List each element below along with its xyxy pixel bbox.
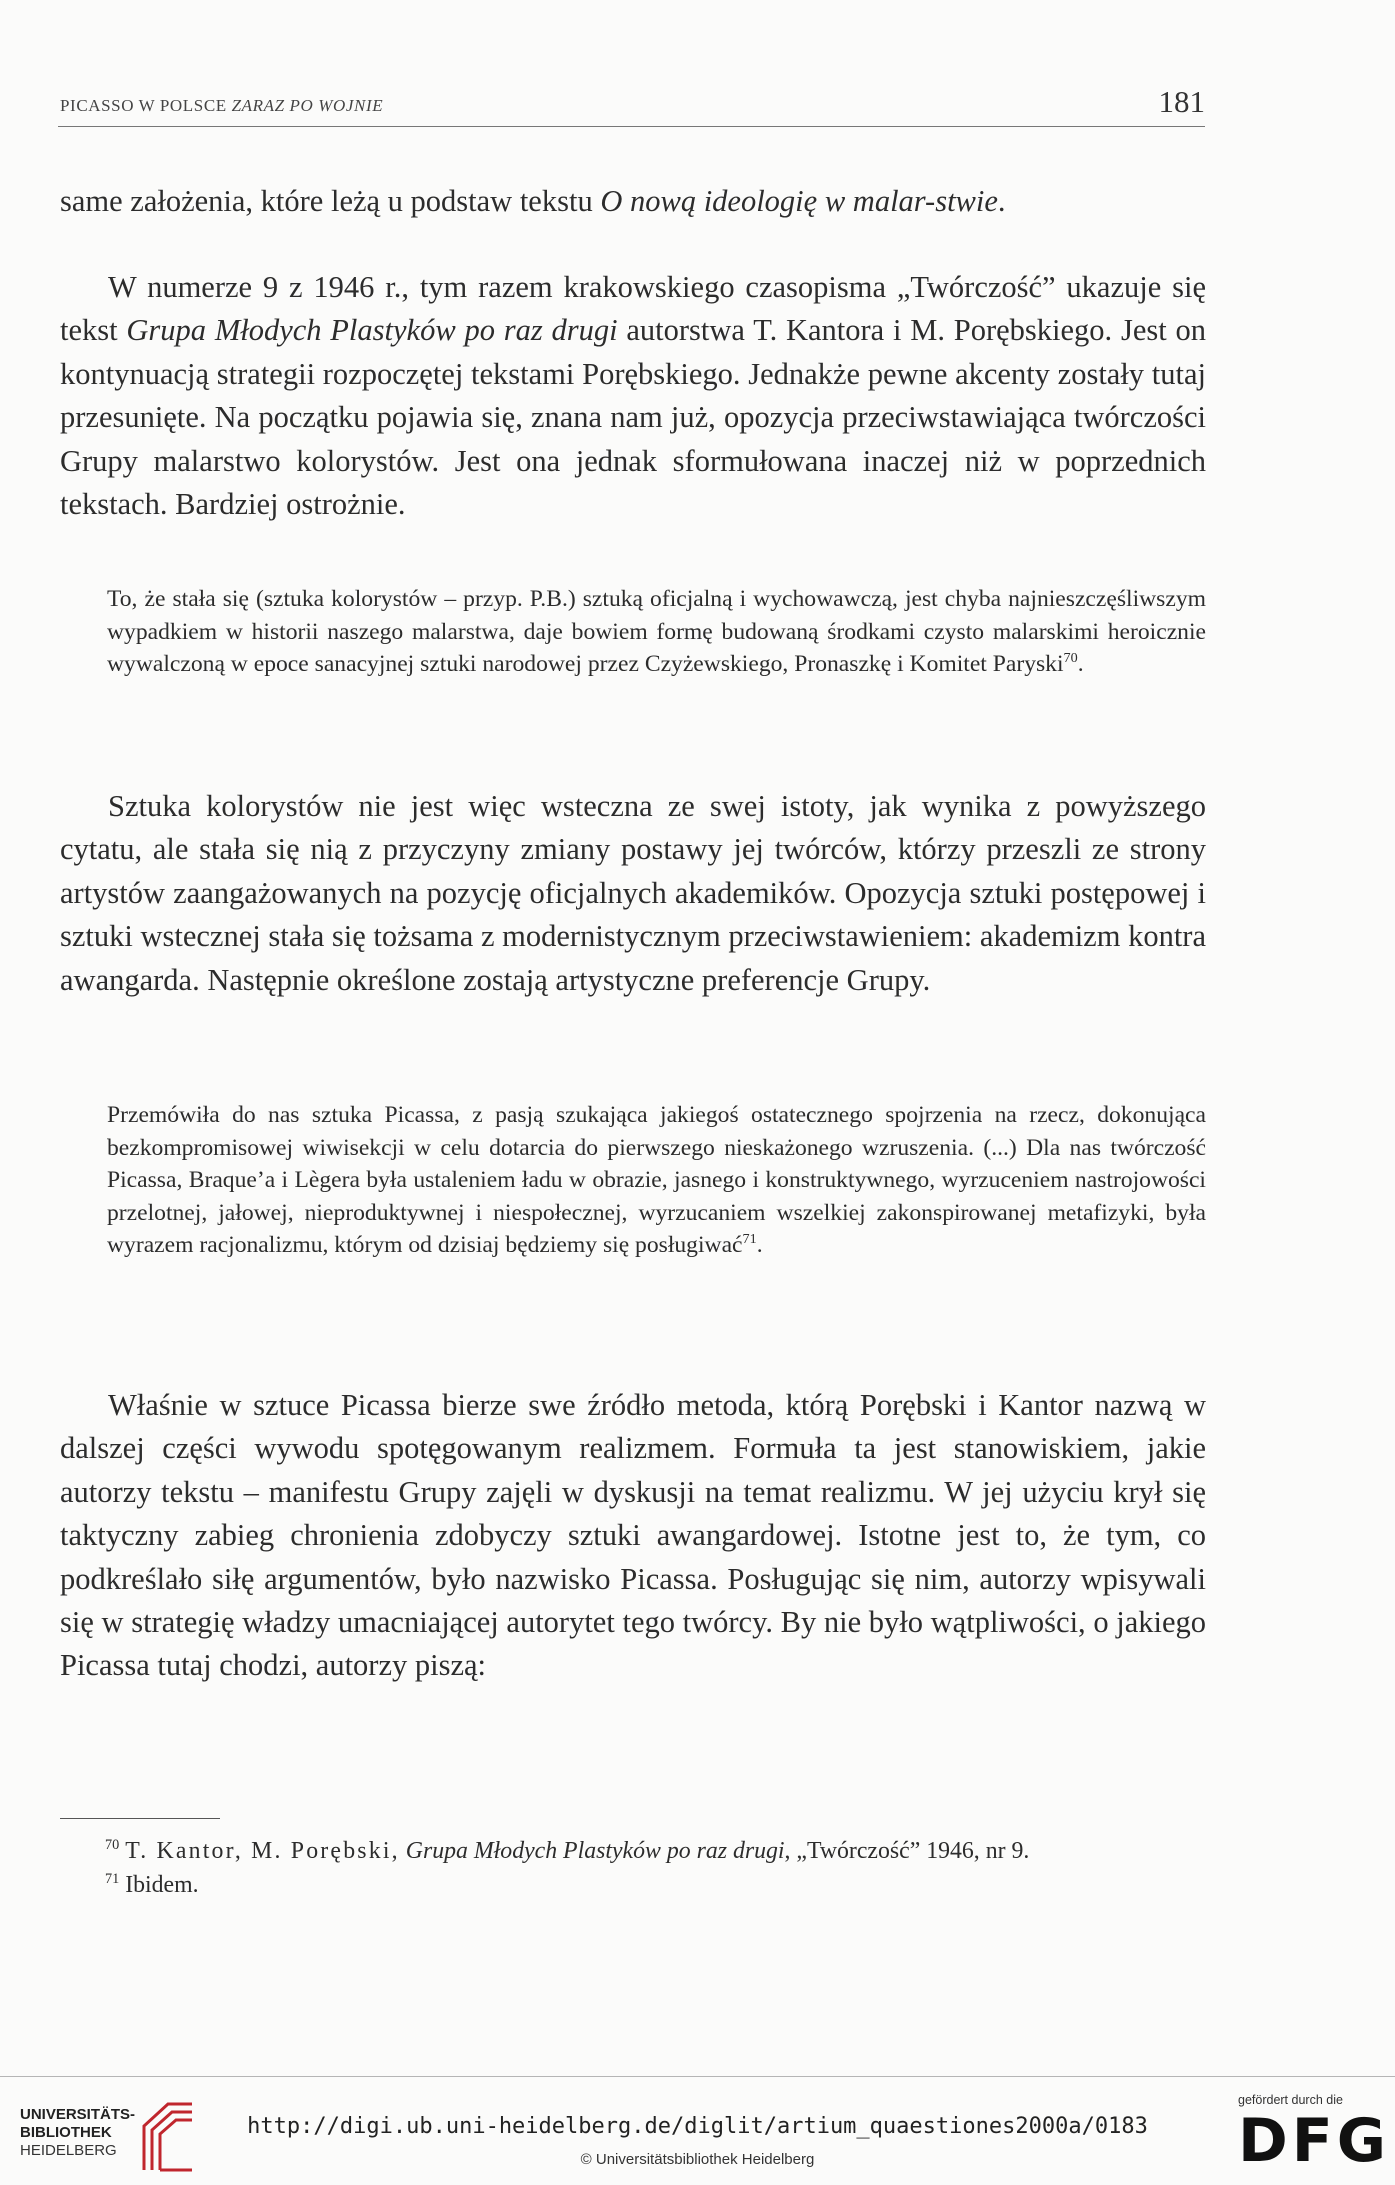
- footnote-author: T. Kantor, M. Porębski,: [125, 1838, 400, 1864]
- footnote-source: , „Twórczość” 1946, nr 9.: [784, 1838, 1030, 1864]
- paragraph-1: [60, 180, 1206, 223]
- library-name-line-2: BIBLIOTHEK: [20, 2124, 112, 2141]
- block-quote-2-text: Przemówiła do nas sztuka Picassa, z pasją szukająca jakiegoś ostatecznego spojrzenia na rzecz, dokonująca bezkompromisowej wiwisekcji w celu dotarcia do pierwszego nieskażonego wzruszenia. (...) Dla nas twórczość Picassa, Braque’a i Lègera była ustaleniem ładu w obrazie, jasnego i konstruktywnego, wyrzuceniem nastrojowości przelotnej, jałowej, nieproduktywnej i niespołecznej, wyrzucaniem wszelkiej zakonspirowanej metafizyki, była wyrazem racjonalizmu, którym od dzisiaj będziemy się posługiwać: [107, 1102, 1206, 1259]
- footnote-71: [60, 1868, 1206, 1902]
- running-head: [60, 96, 383, 116]
- footnote-number: 71: [105, 1871, 120, 1888]
- footnote-ref-70: 70: [1063, 650, 1078, 667]
- footnote-text: Ibidem.: [125, 1872, 199, 1898]
- paragraph-1-end: .: [997, 184, 1006, 218]
- block-quote-1-end: .: [1077, 651, 1084, 678]
- paragraph-2-rest: autorstwa T. Kantora i M. Porębskiego. Jest on kontynuacją strategii rozpoczętej tekstami Porębskiego. Jednakże pewne akcenty zostały tutaj przesunięte. Na początku pojawia się, znana nam już, opozycja przeciwstawiająca twórczości Grupy malarstwo kolorystów. Jest ona jednak sformułowana inaczej niż w poprzednich tekstach. Bardziej ostrożnie.: [60, 313, 1206, 522]
- running-head-text: PICASSO W POLSCE: [60, 96, 232, 115]
- paragraph-2-text: W numerze 9 z 1946 r., tym razem krakowskiego czasopisma „Twórczość” ukazuje się tekst: [60, 270, 1206, 348]
- block-quote-1: [107, 583, 1206, 681]
- footnote-divider: [60, 1818, 220, 1819]
- copyright-notice: © Universitätsbibliothek Heidelberg: [580, 2151, 815, 2168]
- footnote-number: 70: [105, 1837, 120, 1854]
- paragraph-3: Sztuka kolorystów nie jest więc wsteczna ze swej istoty, jak wynika z powyższego cytatu, ale stała się nią z przyczyny zmiany postawy jej twórców, którzy przeszli ze strony artystów zaangażowanych na pozycję oficjalnych akademików. Opozycja sztuki postępowej i sztuki wstecznej stała się tożsama z modernistycznym przeciwstawieniem: akademizm kontra awangarda. Następnie określone zostają artystyczne preferencje Grupy.: [60, 789, 1206, 997]
- block-quote-1-text: To, że stała się (sztuka kolorystów – przyp. P.B.) sztuką oficjalną i wychowawczą, jest chyba najnieszczęśliwszym wypadkiem w historii naszego malarstwa, daje bowiem formę budowaną środkami czysto malarskimi heroicznie wywalczoną w epoce sanacyjnej sztuki narodowej przez Czyżewskiego, Pronaszkę i Komitet Paryski: [107, 586, 1206, 678]
- footnotes: [60, 1834, 1206, 1902]
- funding-note: gefördert durch die: [1238, 2093, 1343, 2107]
- running-head-italic: ZARAZ PO WOJNIE: [231, 96, 384, 115]
- dfg-logo[interactable]: DFG: [1238, 2106, 1391, 2176]
- header-divider: [58, 126, 1205, 127]
- footnote-70: [60, 1834, 1206, 1868]
- library-name-line-1: UNIVERSITÄTS-: [20, 2106, 136, 2123]
- paragraph-4: Właśnie w sztuce Picassa bierze swe źródło metoda, którą Porębski i Kantor nazwą w dalszej części wywodu spotęgowanym realizmem. Formuła ta jest stanowiskiem, jakie autorzy tekstu – manifestu Grupy zajęli w dyskusji na temat realizmu. W jej użyciu krył się taktyczny zabieg chronienia zdobyczy sztuki awangardowej. Istotne jest to, że tym, co podkreślało siłę argumentów, było nazwisko Picassa. Posługując się nim, autorzy wpisywali się w strategię władzy umacniającej autorytet tego twórcy. By nie było wątpliwości, o jakiego Picassa tutaj chodzi, autorzy piszą:: [60, 1388, 1206, 1683]
- permalink-url[interactable]: http://digi.ub.uni-heidelberg.de/diglit/artium_quaestiones2000a/0183: [247, 2114, 1148, 2139]
- paragraph-2-title: Grupa Młodych Plastyków po raz drugi: [126, 313, 618, 348]
- footnote-ref-71: 71: [742, 1231, 757, 1248]
- paragraph-2: [60, 266, 1206, 526]
- block-quote-2-end: .: [756, 1232, 763, 1259]
- library-name-line-3: HEIDELBERG: [20, 2142, 117, 2159]
- block-quote-2: [107, 1099, 1206, 1262]
- footer-divider: [0, 2076, 1395, 2077]
- paragraph-1-text: same założenia, które leżą u podstaw tekstu: [60, 184, 601, 218]
- page-number: 181: [1158, 84, 1205, 119]
- footnote-title: Grupa Młodych Plastyków po raz drugi: [405, 1838, 785, 1864]
- paragraph-1-title: O nową ideologię w malar-stwie: [600, 184, 998, 218]
